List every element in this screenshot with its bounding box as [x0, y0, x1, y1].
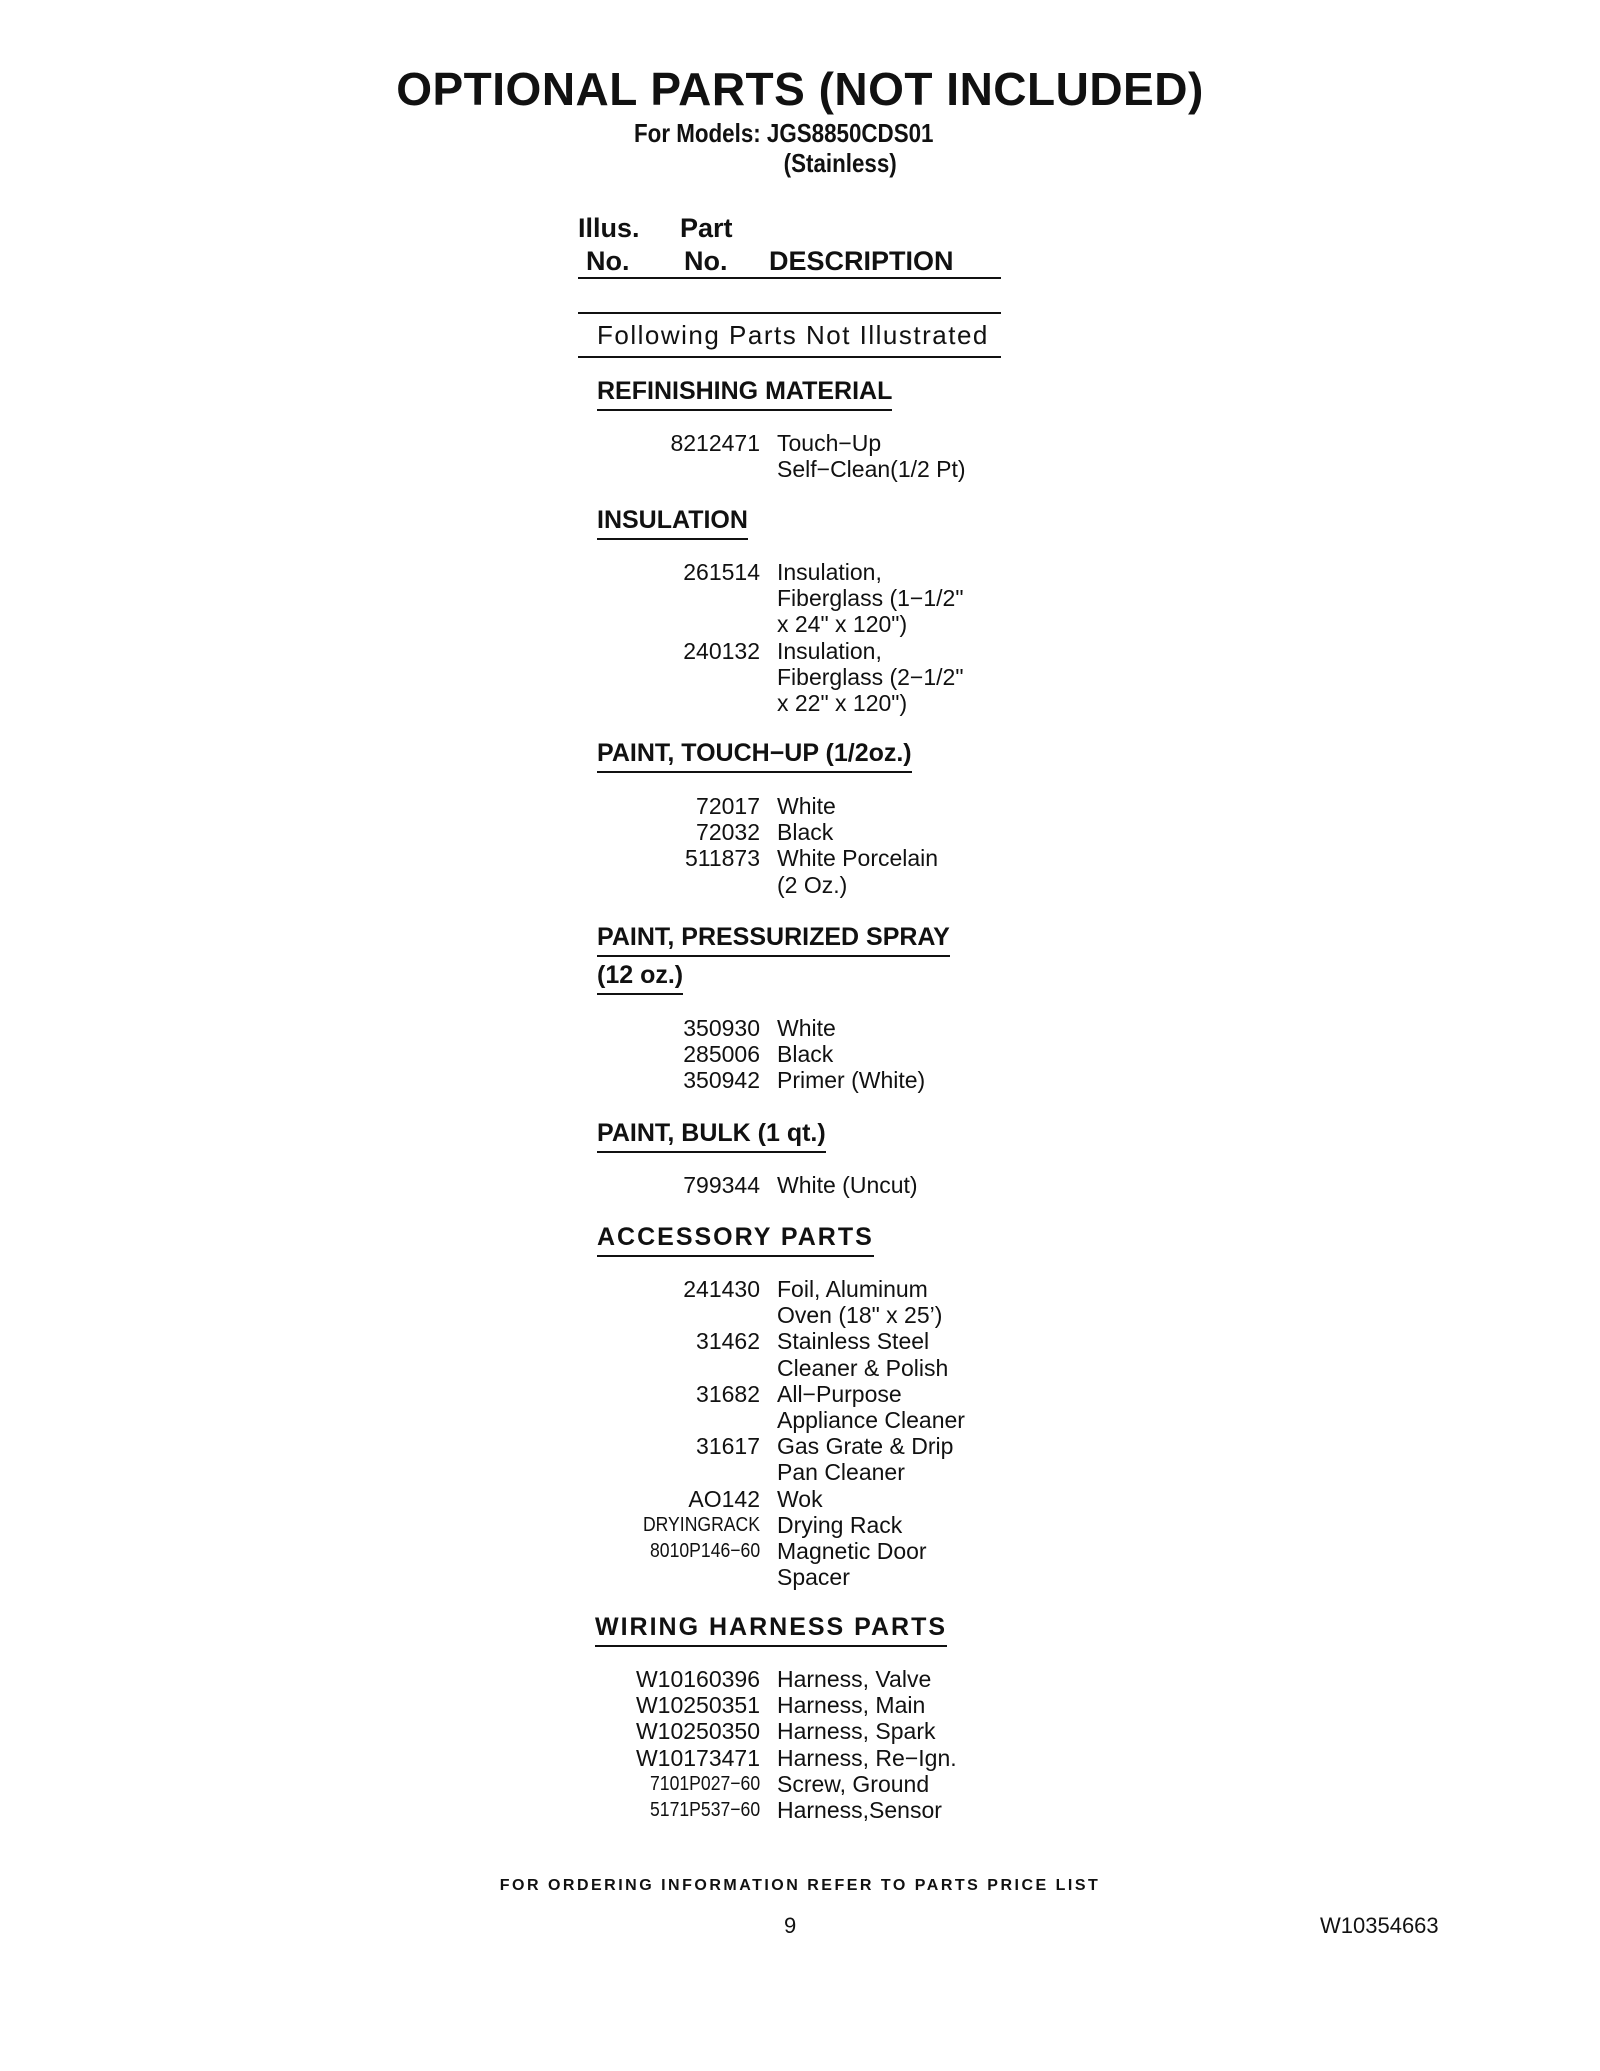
- part-number: 8010P146−60: [649, 1540, 760, 1562]
- part-description: Harness, Re−Ign.: [777, 1744, 957, 1771]
- section-title: PAINT, BULK (1 qt.): [597, 1118, 826, 1153]
- part-description: Insulation,: [777, 637, 882, 664]
- part-number: W10250351: [635, 1692, 760, 1719]
- part-number: 7101P027−60: [649, 1772, 760, 1795]
- part-description: Spacer: [777, 1564, 850, 1591]
- part-row: [0, 664, 1600, 690]
- document-number: W10354663: [1320, 1913, 1439, 1938]
- part-description: Magnetic Door: [777, 1538, 927, 1564]
- part-description: Black: [777, 1041, 834, 1068]
- section-title: INSULATION: [597, 505, 748, 540]
- part-row: [0, 1328, 1600, 1354]
- part-number: W10250350: [635, 1718, 760, 1745]
- part-number: 31682: [696, 1380, 760, 1407]
- description-header: DESCRIPTION: [769, 246, 954, 276]
- part-row: [0, 1718, 1600, 1744]
- part-description: Pan Cleaner: [777, 1459, 905, 1486]
- part-row: [0, 1067, 1600, 1093]
- part-number: 72017: [696, 793, 760, 819]
- part-number: 241430: [683, 1276, 760, 1302]
- part-description: Appliance Cleaner: [777, 1407, 965, 1433]
- part-row: [0, 559, 1600, 585]
- part-row: [0, 430, 1600, 456]
- part-description: Harness,Sensor: [777, 1797, 942, 1823]
- part-number: AO142: [688, 1485, 760, 1512]
- section-title: REFINISHING MATERIAL: [597, 376, 892, 411]
- part-description: Oven (18" x 25’): [777, 1302, 943, 1329]
- part-number: 350942: [683, 1067, 760, 1094]
- part-description: Harness, Spark: [777, 1718, 936, 1745]
- part-row: [0, 1459, 1600, 1485]
- part-row: [0, 638, 1600, 664]
- part-description: Black: [777, 819, 834, 846]
- part-row: [0, 1381, 1600, 1407]
- part-row: [0, 1745, 1600, 1771]
- part-number: 8212471: [670, 430, 760, 456]
- part-description: Gas Grate & Drip: [777, 1433, 954, 1460]
- part-number: 31462: [696, 1328, 760, 1355]
- part-row: [0, 1666, 1600, 1692]
- part-row: [0, 872, 1600, 898]
- part-row: [0, 1015, 1600, 1041]
- part-description: Stainless Steel: [777, 1328, 930, 1355]
- section-title: WIRING HARNESS PARTS: [595, 1612, 947, 1647]
- part-row: [0, 690, 1600, 716]
- page-number: 9: [784, 1913, 797, 1938]
- models-sub: (Stainless): [783, 148, 897, 178]
- section-title-continued: (12 oz.): [597, 960, 683, 995]
- not-illustrated-label: Following Parts Not Illustrated: [597, 320, 989, 350]
- part-number: 285006: [683, 1041, 760, 1068]
- part-number: W10160396: [635, 1666, 760, 1692]
- part-description: x 24" x 120"): [777, 611, 908, 638]
- divider-top: [578, 312, 1001, 314]
- part-row: [0, 611, 1600, 637]
- ordering-footer: FOR ORDERING INFORMATION REFER TO PARTS PRICE LIST: [499, 1877, 1101, 1894]
- part-row: [0, 793, 1600, 819]
- part-row: [0, 1355, 1600, 1381]
- part-number: 5171P537−60: [649, 1799, 760, 1821]
- part-row: [0, 1564, 1600, 1590]
- part-description: Primer (White): [777, 1067, 926, 1094]
- part-number: 511873: [684, 845, 760, 872]
- part-description: (2 Oz.): [777, 871, 848, 898]
- section-title: PAINT, TOUCH−UP (1/2oz.): [597, 738, 912, 773]
- part-description: Screw, Ground: [777, 1770, 930, 1797]
- part-row: [0, 1041, 1600, 1067]
- part-description: Cleaner & Polish: [777, 1354, 949, 1381]
- part-description: Touch−Up: [777, 430, 882, 456]
- part-row: [0, 1797, 1600, 1823]
- part-number: 799344: [683, 1172, 760, 1198]
- header-rule: [578, 277, 1001, 279]
- part-row: [0, 1512, 1600, 1538]
- models-line: For Models: JGS8850CDS01: [634, 118, 934, 148]
- part-description: Drying Rack: [777, 1511, 903, 1538]
- part-row: [0, 1771, 1600, 1797]
- part-number: 72032: [696, 819, 760, 846]
- part-row: [0, 1407, 1600, 1433]
- part-description: Fiberglass (2−1/2": [777, 663, 964, 690]
- part-row: [0, 1538, 1600, 1564]
- section-title: PAINT, PRESSURIZED SPRAY: [597, 922, 950, 957]
- part-description: x 22" x 120"): [777, 690, 908, 716]
- part-number: 261514: [683, 559, 760, 585]
- part-row: [0, 1486, 1600, 1512]
- part-row: [0, 845, 1600, 871]
- part-description: Harness, Main: [777, 1692, 926, 1719]
- part-description: White Porcelain: [777, 845, 939, 872]
- part-row: [0, 585, 1600, 611]
- part-row: [0, 1276, 1600, 1302]
- part-description: Self−Clean(1/2 Pt): [777, 456, 966, 483]
- models-heading: [634, 118, 933, 178]
- part-description: White: [777, 793, 836, 819]
- part-number: 31617: [696, 1433, 760, 1460]
- part-description: Insulation,: [777, 559, 882, 585]
- part-row: [0, 456, 1600, 482]
- part-description: White: [777, 1015, 836, 1041]
- part-row: [0, 819, 1600, 845]
- part-description: Fiberglass (1−1/2": [777, 585, 964, 612]
- part-description: Foil, Aluminum: [777, 1276, 928, 1302]
- part-no-header: Part No.: [680, 213, 733, 276]
- part-number: DRYINGRACK: [642, 1513, 760, 1536]
- page-title: OPTIONAL PARTS (NOT INCLUDED): [396, 63, 1204, 115]
- part-row: [0, 1692, 1600, 1718]
- part-row: [0, 1433, 1600, 1459]
- part-row: [0, 1172, 1600, 1198]
- divider-bottom: [578, 356, 1001, 358]
- part-number: 350930: [683, 1015, 760, 1041]
- part-number: W10173471: [635, 1744, 760, 1771]
- part-description: Wok: [777, 1485, 823, 1512]
- part-number: 240132: [683, 637, 760, 664]
- part-description: Harness, Valve: [777, 1666, 932, 1692]
- part-description: White (Uncut): [777, 1172, 918, 1198]
- illus-no-header: Illus. No.: [578, 213, 640, 276]
- section-title: ACCESSORY PARTS: [597, 1222, 874, 1257]
- part-row: [0, 1302, 1600, 1328]
- part-description: All−Purpose: [777, 1380, 902, 1407]
